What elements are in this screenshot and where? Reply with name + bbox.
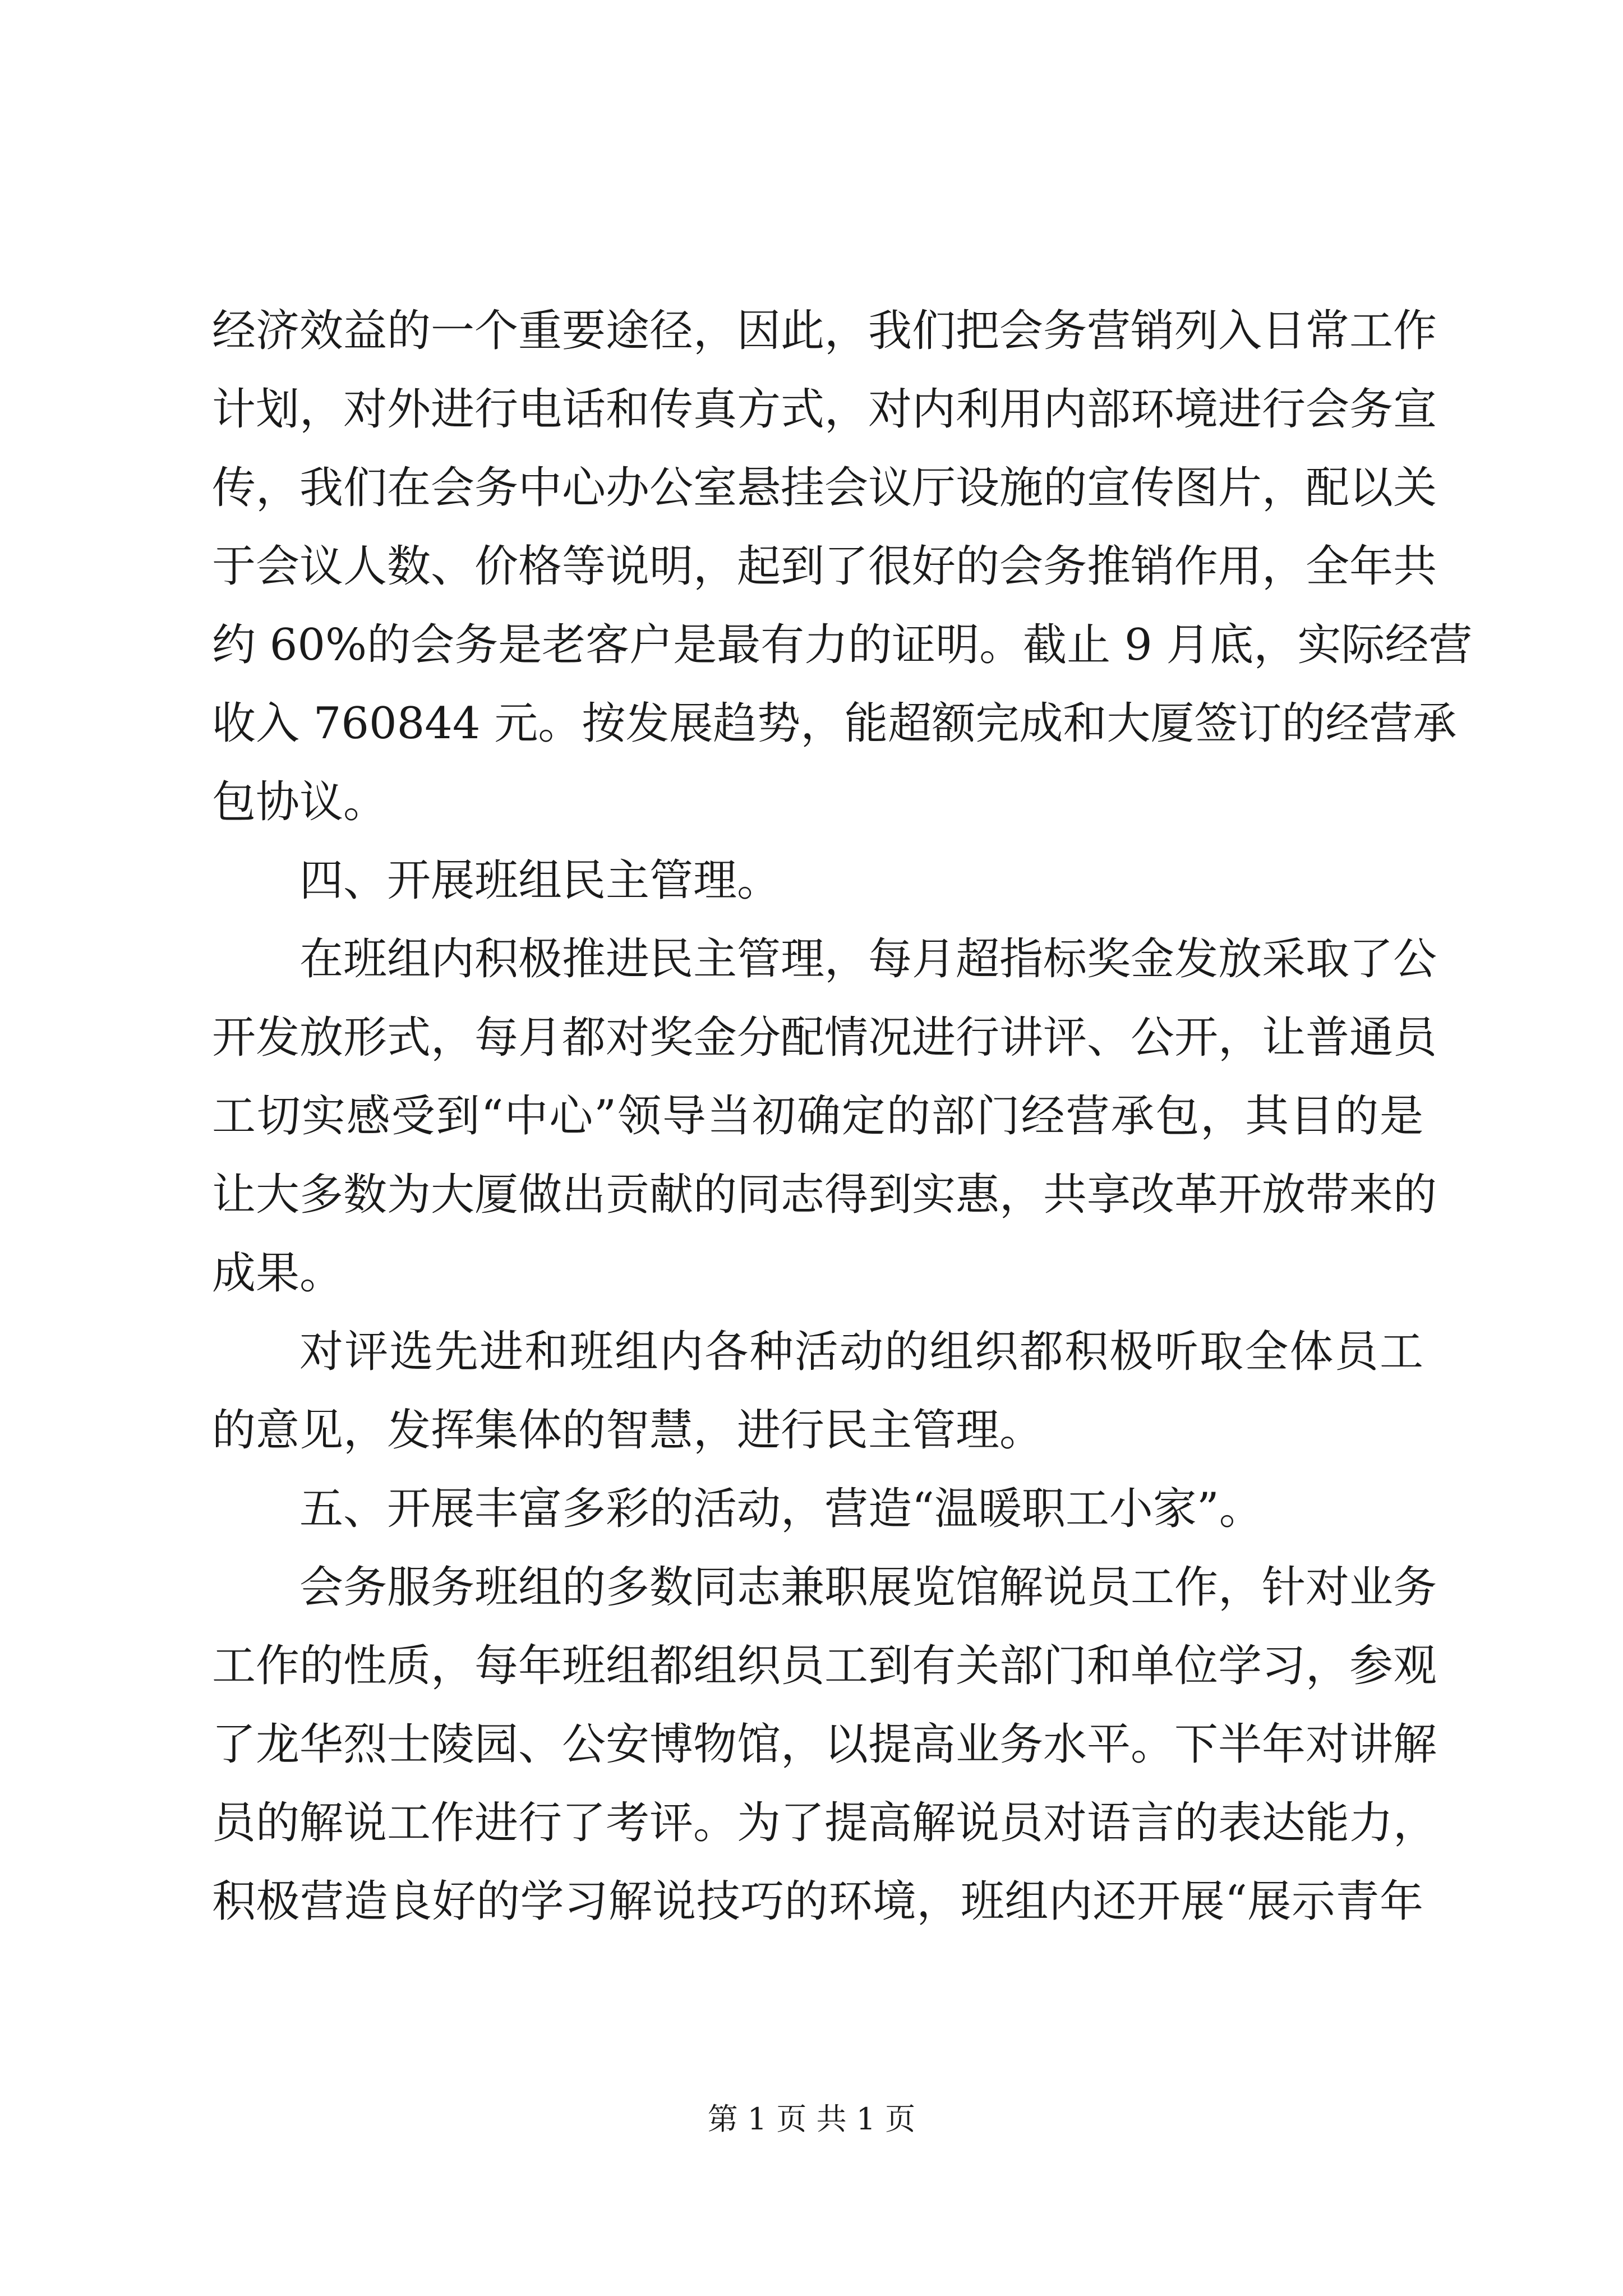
page-footer: 第 1 页 共 1 页 <box>707 2101 916 2137</box>
text-line: 四、开展班组民主管理。 <box>299 855 781 906</box>
text-line: 让大多数为大厦做出贡献的同志得到实惠，共享改革开放带来的 <box>212 1170 1437 1220</box>
document-body <box>212 292 1473 1941</box>
text-line: 工切实感受到“中心”领导当初确定的部门经营承包，其目的是 <box>212 1091 1423 1142</box>
text-line: 的意见，发挥集体的智慧，进行民主管理。 <box>212 1405 1044 1456</box>
text-line: 员的解说工作进行了考评。为了提高解说员对语言的表达能力， <box>212 1798 1437 1848</box>
text-line: 于会议人数、价格等说明，起到了很好的会务推销作用，全年共 <box>212 541 1437 592</box>
text-line: 积极营造良好的学习解说技巧的环境，班组内还开展“展示青年 <box>212 1876 1423 1927</box>
text-line: 对评选先进和班组内各种活动的组织都积极听取全体员工 <box>299 1327 1423 1377</box>
text-line: 收入 760844 元。按发展趋势，能超额完成和大厦签订的经营承 <box>212 698 1457 749</box>
text-line: 约 60%的会务是老客户是最有力的证明。截止 9 月底，实际经营 <box>212 620 1473 670</box>
text-line: 在班组内积极推进民主管理，每月超指标奖金发放采取了公 <box>299 934 1437 984</box>
text-line: 开发放形式，每月都对奖金分配情况进行讲评、公开，让普通员 <box>212 1013 1437 1063</box>
text-line: 工作的性质，每年班组都组织员工到有关部门和单位学习，参观 <box>212 1641 1437 1691</box>
text-line: 了龙华烈士陵园、公安博物馆，以提高业务水平。下半年对讲解 <box>212 1719 1437 1770</box>
text-line: 五、开展丰富多彩的活动，营造“温暖职工小家”。 <box>299 1484 1263 1534</box>
text-line: 会务服务班组的多数同志兼职展览馆解说员工作，针对业务 <box>299 1562 1437 1613</box>
text-line: 经济效益的一个重要途径，因此，我们把会务营销列入日常工作 <box>212 306 1437 356</box>
text-line: 包协议。 <box>212 777 388 827</box>
text-line: 传，我们在会务中心办公室悬挂会议厅设施的宣传图片，配以关 <box>212 463 1437 513</box>
text-line: 计划，对外进行电话和传真方式，对内利用内部环境进行会务宣 <box>212 384 1437 435</box>
text-line: 成果。 <box>212 1248 344 1299</box>
